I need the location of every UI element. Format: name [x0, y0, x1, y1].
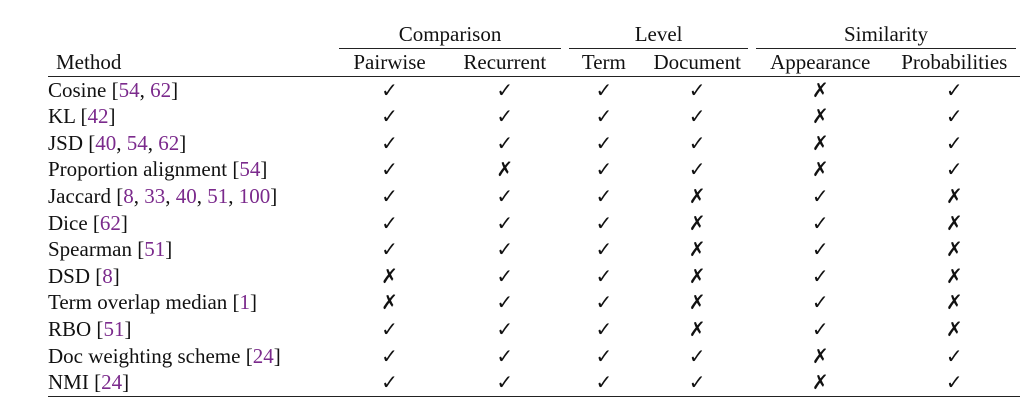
- appearance-column-header: Appearance: [752, 49, 889, 76]
- table-row: [48, 76, 1020, 103]
- appearance-mark: ✗: [811, 104, 829, 129]
- citation-separator: ,: [228, 183, 239, 208]
- citation-link[interactable]: 54: [239, 157, 261, 182]
- method-name: NMI [: [48, 370, 102, 395]
- table-row: [48, 289, 1020, 316]
- appearance-mark: ✓: [811, 237, 829, 262]
- recurrent-mark: ✓: [496, 316, 514, 341]
- document-mark: ✗: [688, 263, 706, 288]
- method-name: Cosine [: [48, 77, 119, 102]
- citation-link[interactable]: 100: [238, 183, 271, 208]
- method-name-cell: [48, 156, 335, 183]
- citation-link[interactable]: 24: [101, 370, 123, 395]
- citation-separator: ,: [165, 183, 176, 208]
- appearance-mark: ✓: [811, 316, 829, 341]
- citation-link[interactable]: 51: [207, 183, 229, 208]
- probabilities-mark: ✓: [945, 343, 963, 368]
- probabilities-mark: ✗: [945, 183, 963, 208]
- method-name: RBO [: [48, 316, 104, 341]
- appearance-mark: ✓: [811, 183, 829, 208]
- citation-link[interactable]: 8: [123, 183, 134, 208]
- citation-link[interactable]: 8: [102, 263, 113, 288]
- appearance-mark: ✓: [811, 290, 829, 315]
- document-mark: ✗: [688, 210, 706, 235]
- probabilities-mark: ✗: [945, 237, 963, 262]
- method-name-cell: [48, 76, 335, 103]
- term-mark: ✓: [595, 263, 613, 288]
- citation-link[interactable]: 40: [95, 130, 117, 155]
- recurrent-mark: ✓: [444, 369, 565, 396]
- method-comparison-table: [48, 21, 1020, 397]
- recurrent-mark: ✓: [496, 104, 514, 129]
- method-name: KL [: [48, 104, 88, 129]
- term-mark: ✓: [595, 157, 613, 182]
- appearance-mark: ✗: [811, 77, 829, 102]
- table-row: [48, 316, 1020, 343]
- document-mark: ✓: [688, 104, 706, 129]
- column-header-row: [48, 49, 1020, 76]
- citation-close-bracket: ]: [250, 290, 258, 315]
- similarity-group-label: Similarity: [756, 21, 1016, 49]
- appearance-mark: ✓: [811, 210, 829, 235]
- term-mark: ✓: [595, 343, 613, 368]
- citation-close-bracket: ]: [124, 316, 132, 341]
- pairwise-mark: ✗: [381, 290, 398, 315]
- comparison-group-label: Comparison: [339, 21, 561, 49]
- document-mark: ✗: [688, 183, 706, 208]
- citation-close-bracket: ]: [171, 77, 179, 102]
- method-name-cell: [48, 183, 335, 210]
- method-name-cell: [48, 236, 335, 263]
- citation-link[interactable]: 54: [126, 130, 148, 155]
- citation-separator: ,: [196, 183, 208, 208]
- citation-close-bracket: ]: [120, 210, 128, 235]
- pairwise-mark: ✓: [381, 130, 398, 155]
- method-name-cell: [48, 369, 335, 396]
- recurrent-column-header: Recurrent: [444, 49, 565, 76]
- table-body: [48, 76, 1020, 396]
- document-mark: ✗: [688, 316, 706, 341]
- method-name-cell: [48, 316, 335, 343]
- citation-link[interactable]: 62: [99, 210, 121, 235]
- citation-link[interactable]: 24: [252, 343, 274, 368]
- document-mark: ✓: [688, 130, 706, 155]
- probabilities-mark: ✓: [945, 157, 963, 182]
- document-mark: ✗: [688, 290, 706, 315]
- method-name-cell: [48, 343, 335, 370]
- pairwise-mark: ✓: [381, 157, 398, 182]
- document-mark: ✓: [688, 77, 706, 102]
- recurrent-mark: ✓: [496, 343, 514, 368]
- pairwise-mark: ✓: [381, 237, 398, 262]
- citation-link[interactable]: 40: [175, 183, 197, 208]
- method-name-cell: [48, 210, 335, 237]
- document-mark: ✓: [688, 343, 706, 368]
- recurrent-mark: ✓: [496, 183, 514, 208]
- probabilities-mark: ✓: [945, 77, 963, 102]
- recurrent-mark: ✓: [496, 237, 514, 262]
- table-header: [48, 21, 1020, 76]
- term-mark: ✓: [595, 237, 613, 262]
- appearance-mark: ✗: [811, 130, 829, 155]
- method-name-cell: [48, 130, 335, 157]
- pairwise-mark: ✓: [381, 183, 398, 208]
- probabilities-mark: ✗: [945, 263, 963, 288]
- comparison-group-header: [335, 21, 565, 49]
- table-row: [48, 236, 1020, 263]
- term-mark: ✓: [595, 104, 613, 129]
- citation-link[interactable]: 42: [87, 104, 109, 129]
- recurrent-mark: ✗: [496, 157, 514, 182]
- recurrent-mark: ✓: [496, 290, 514, 315]
- method-name: Proportion alignment [: [48, 157, 240, 182]
- citation-link[interactable]: 1: [239, 290, 251, 315]
- pairwise-mark: ✓: [381, 316, 398, 341]
- probabilities-mark: ✗: [945, 316, 963, 341]
- citation-separator: ,: [133, 183, 145, 208]
- method-name-cell: [48, 263, 335, 290]
- level-group-label: Level: [569, 21, 748, 49]
- probabilities-mark: ✓: [945, 104, 963, 129]
- term-mark: ✓: [595, 130, 613, 155]
- method-name-cell: [48, 103, 335, 130]
- term-column-header: Term: [565, 49, 642, 76]
- method-group-spacer: [48, 21, 335, 49]
- citation-link[interactable]: 54: [118, 77, 140, 102]
- pairwise-mark: ✓: [381, 104, 398, 129]
- citation-close-bracket: ]: [270, 183, 278, 208]
- method-column-header: Method: [48, 49, 335, 76]
- citation-separator: ,: [139, 77, 151, 102]
- appearance-mark: ✗: [811, 157, 829, 182]
- table-row: [48, 156, 1020, 183]
- method-name: Dice [: [48, 210, 100, 235]
- document-mark: ✓: [688, 157, 706, 182]
- term-mark: ✓: [595, 316, 613, 341]
- method-name: Term overlap median [: [48, 290, 240, 315]
- citation-link[interactable]: 33: [144, 183, 166, 208]
- appearance-mark: ✗: [752, 369, 889, 396]
- recurrent-mark: ✓: [496, 210, 514, 235]
- term-mark: ✓: [565, 369, 642, 396]
- term-mark: ✓: [595, 290, 613, 315]
- citation-link[interactable]: 51: [103, 316, 125, 341]
- level-group-header: [565, 21, 752, 49]
- document-mark: ✓: [642, 369, 752, 396]
- citation-close-bracket: ]: [179, 130, 187, 155]
- pairwise-mark: ✓: [381, 210, 398, 235]
- method-name: DSD [: [48, 263, 103, 288]
- probabilities-mark: ✗: [945, 290, 963, 315]
- table-row: [48, 103, 1020, 130]
- citation-close-bracket: ]: [108, 104, 116, 129]
- probabilities-mark: ✓: [945, 130, 963, 155]
- probabilities-mark: ✗: [945, 210, 963, 235]
- method-name: Doc weighting scheme [: [48, 343, 253, 368]
- recurrent-mark: ✓: [496, 130, 514, 155]
- appearance-mark: ✗: [811, 343, 829, 368]
- pairwise-mark: ✓: [381, 343, 398, 368]
- citation-link[interactable]: 51: [144, 237, 166, 262]
- table-row: [48, 130, 1020, 157]
- citation-close-bracket: ]: [273, 343, 281, 368]
- method-name-cell: [48, 289, 335, 316]
- appearance-mark: ✓: [811, 263, 829, 288]
- pairwise-mark: ✗: [381, 263, 398, 288]
- citation-separator: ,: [116, 130, 127, 155]
- term-mark: ✓: [595, 77, 613, 102]
- term-mark: ✓: [595, 210, 613, 235]
- citation-close-bracket: ]: [112, 263, 120, 288]
- term-mark: ✓: [595, 183, 613, 208]
- table-row: [48, 369, 1020, 396]
- table-row: [48, 183, 1020, 210]
- table-row: [48, 263, 1020, 290]
- method-comparison-table-wrapper: [48, 21, 1020, 397]
- method-name: JSD [: [48, 130, 96, 155]
- similarity-group-header: [752, 21, 1020, 49]
- document-mark: ✗: [688, 237, 706, 262]
- citation-close-bracket: ]: [260, 157, 268, 182]
- table-row: [48, 343, 1020, 370]
- document-column-header: Document: [642, 49, 752, 76]
- method-name: Jaccard [: [48, 183, 124, 208]
- recurrent-mark: ✓: [496, 263, 514, 288]
- citation-close-bracket: ]: [122, 370, 130, 395]
- pairwise-mark: ✓: [335, 369, 445, 396]
- citation-separator: ,: [147, 130, 159, 155]
- probabilities-mark: ✓: [889, 369, 1020, 396]
- citation-close-bracket: ]: [165, 237, 173, 262]
- citation-link[interactable]: 62: [150, 77, 172, 102]
- method-name: Spearman [: [48, 237, 145, 262]
- pairwise-mark: ✓: [381, 77, 398, 102]
- group-header-row: [48, 21, 1020, 49]
- citation-link[interactable]: 62: [158, 130, 180, 155]
- probabilities-column-header: Probabilities: [889, 49, 1020, 76]
- pairwise-column-header: Pairwise: [335, 49, 445, 76]
- table-row: [48, 210, 1020, 237]
- recurrent-mark: ✓: [496, 77, 514, 102]
